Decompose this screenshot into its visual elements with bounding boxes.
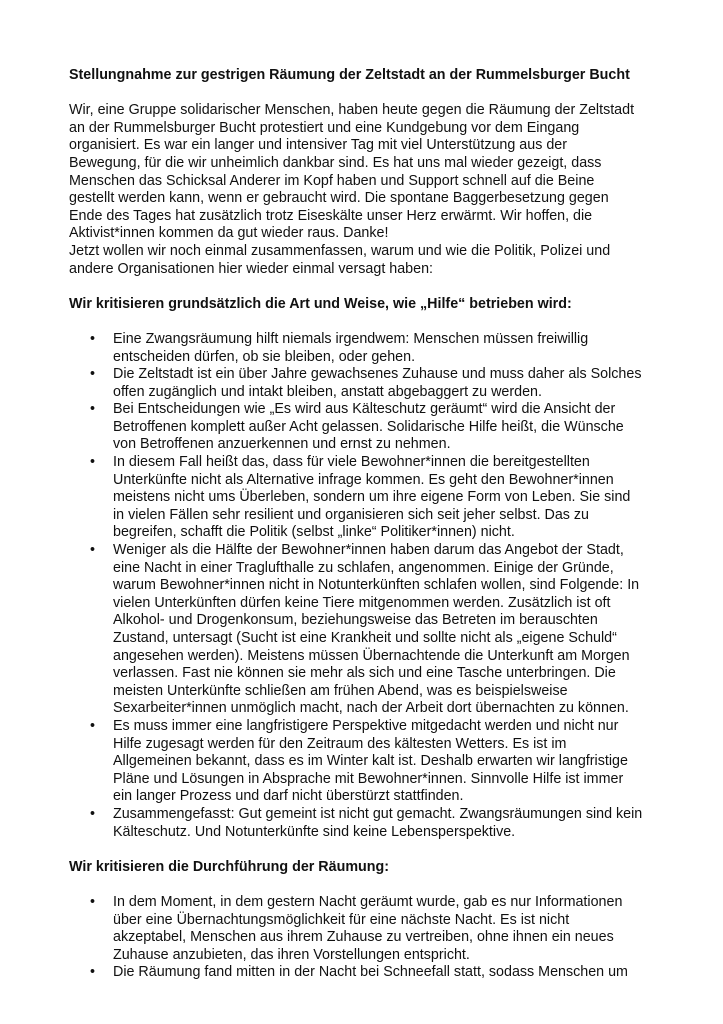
bullet-line: Alkohol- und Drogenkonsum, beziehungsweise das Betreten im berauschten xyxy=(113,612,598,629)
intro-line: Wir, eine Gruppe solidarischer Menschen, haben heute gegen die Räumung der Zeltstadt xyxy=(69,102,635,119)
bullet-item xyxy=(69,401,689,454)
bullet-line: angesehen werden). Meistens müssen Übernachtende die Unterkunft am Morgen xyxy=(113,647,630,664)
bullet-line: akzeptabel, Menschen aus ihrem Zuhause zu vertreiben, ohne ihnen ein neues xyxy=(113,929,614,946)
bullet-list xyxy=(69,894,689,982)
bullet-item xyxy=(69,718,689,806)
bullet-line: über eine Übernachtungsmöglichkeit für eine nächste Nacht. Es ist nicht xyxy=(113,911,570,928)
bullet-line: entscheiden dürfen, ob sie bleiben, oder gehen. xyxy=(113,348,416,365)
bullet-line: Kälteschutz. Und Notunterkünfte sind keine Lebensperspektive. xyxy=(113,823,516,840)
bullet-line: meisten Unterkünfte schließen am frühen Abend, was es beispielsweise xyxy=(113,682,568,699)
bullet-line: Hilfe zugesagt werden für den Zeitraum des kältesten Wetters. Es ist im xyxy=(113,735,567,752)
intro-line: Menschen das Schicksal Anderer im Kopf haben und Support schnell auf die Beine xyxy=(69,172,595,189)
bullet-line: In diesem Fall heißt das, dass für viele Bewohner*innen die bereitgestellten xyxy=(113,454,590,471)
bullet-list xyxy=(69,331,689,841)
bullet-line: Die Räumung fand mitten in der Nacht bei Schneefall statt, sodass Menschen um xyxy=(113,964,628,981)
intro-line: gestellt werden kann, wenn er gebraucht wird. Die spontane Baggerbesetzung gegen xyxy=(69,190,609,207)
bullet-line: eine Nacht in einer Traglufthalle zu schlafen, angenommen. Einige der Gründe, xyxy=(113,559,614,576)
bullet-line: Eine Zwangsräumung hilft niemals irgendwem: Menschen müssen freiwillig xyxy=(113,330,589,347)
bullet-icon: • xyxy=(90,542,96,559)
bullet-icon: • xyxy=(90,401,96,418)
bullet-item xyxy=(69,331,689,366)
bullet-line: Pläne und Lösungen in Absprache mit Bewohner*innen. Sinnvolle Hilfe ist immer xyxy=(113,770,624,787)
bullet-item xyxy=(69,964,689,982)
intro-line: an der Rummelsburger Bucht protestiert und eine Kundgebung vor dem Eingang xyxy=(69,119,580,136)
bullet-icon: • xyxy=(90,454,96,471)
intro-line: andere Organisationen hier wieder einmal versagt haben: xyxy=(69,260,433,277)
bullet-line: Unterkünfte nicht als Alternative infrage kommen. Es geht den Bewohner*innen xyxy=(113,471,614,488)
bullet-line: Es muss immer eine langfristigere Perspektive mitgedacht werden und nicht nur xyxy=(113,717,619,734)
bullet-line: ein langer Prozess und darf nicht überstürzt stattfinden. xyxy=(113,788,464,805)
bullet-line: Zuhause anzubieten, das ihren Vorstellungen entspricht. xyxy=(113,946,470,963)
bullet-line: Sexarbeiter*innen unmöglich macht, nach der Arbeit dort übernachten zu können. xyxy=(113,700,629,717)
bullet-icon: • xyxy=(90,964,96,981)
bullet-line: In dem Moment, in dem gestern Nacht geräumt wurde, gab es nur Informationen xyxy=(113,893,623,910)
bullet-item xyxy=(69,366,689,401)
bullet-line: Bei Entscheidungen wie „Es wird aus Kälteschutz geräumt“ wird die Ansicht der xyxy=(113,401,616,418)
sections-container xyxy=(69,296,689,982)
bullet-line: in vielen Fällen sehr resilient und organisieren sich seit jeher selbst. Das zu xyxy=(113,506,590,523)
bullet-line: begreifen, schafft die Politik (selbst „linke“ Politiker*innen) nicht. xyxy=(113,524,515,541)
intro-paragraph xyxy=(69,102,689,278)
bullet-line: Die Zeltstadt ist ein über Jahre gewachsenes Zuhause und muss daher als Solches xyxy=(113,366,642,383)
bullet-item xyxy=(69,894,689,964)
intro-line: Jetzt wollen wir noch einmal zusammenfassen, warum und wie die Politik, Polizei und xyxy=(69,242,611,259)
bullet-icon: • xyxy=(90,893,96,910)
bullet-item xyxy=(69,454,689,542)
document-title: Stellungnahme zur gestrigen Räumung der Zeltstadt an der Rummelsburger Bucht xyxy=(69,67,630,83)
bullet-icon: • xyxy=(90,330,96,347)
intro-line: Ende des Tages hat zusätzlich trotz Eiseskälte unser Herz erwärmt. Wir hoffen, die xyxy=(69,207,593,224)
bullet-line: von Betroffenen anzuerkennen und ernst zu nehmen. xyxy=(113,436,451,453)
document-page xyxy=(69,67,689,982)
bullet-item xyxy=(69,542,689,718)
bullet-line: Betroffenen komplett außer Acht gelassen. Solidarische Hilfe heißt, die Wünsche xyxy=(113,418,624,435)
bullet-item xyxy=(69,806,689,841)
section-heading: Wir kritisieren die Durchführung der Räumung: xyxy=(69,858,389,875)
bullet-line: vielen Unterkünften dürfen keine Tiere mitgenommen werden. Zusätzlich ist oft xyxy=(113,594,611,611)
section-heading: Wir kritisieren grundsätzlich die Art und Weise, wie „Hilfe“ betrieben wird: xyxy=(69,295,572,312)
bullet-line: verlassen. Fast nie können sie mehr als sich und eine Tasche unterbringen. Die xyxy=(113,665,616,682)
intro-line: Aktivist*innen kommen da gut wieder raus. Danke! xyxy=(69,225,389,242)
bullet-line: meistens nicht ums Überleben, sondern um ihre eigene Form von Leben. Sie sind xyxy=(113,489,631,506)
bullet-icon: • xyxy=(90,366,96,383)
bullet-icon: • xyxy=(90,717,96,734)
intro-line: Bewegung, für die wir unheimlich dankbar sind. Es hat uns mal wieder gezeigt, dass xyxy=(69,154,602,171)
bullet-line: Zusammengefasst: Gut gemeint ist nicht gut gemacht. Zwangsräumungen sind kein xyxy=(113,805,643,822)
bullet-line: Allgemeinen bekannt, dass es im Winter kalt ist. Deshalb erwarten wir langfristige xyxy=(113,753,628,770)
bullet-line: offen zugänglich und intakt bleiben, anstatt abgebaggert zu werden. xyxy=(113,383,542,400)
bullet-line: warum Bewohner*innen nicht in Notunterkünften schlafen wollen, sind Folgende: In xyxy=(113,577,640,594)
intro-line: organisiert. Es war ein langer und intensiver Tag mit viel Unterstützung aus der xyxy=(69,137,567,154)
bullet-icon: • xyxy=(90,805,96,822)
bullet-line: Zustand, untersagt (Sucht ist eine Krankheit und sollte nicht als „eigene Schuld“ xyxy=(113,630,617,646)
bullet-line: Weniger als die Hälfte der Bewohner*innen haben darum das Angebot der Stadt, xyxy=(113,542,624,559)
